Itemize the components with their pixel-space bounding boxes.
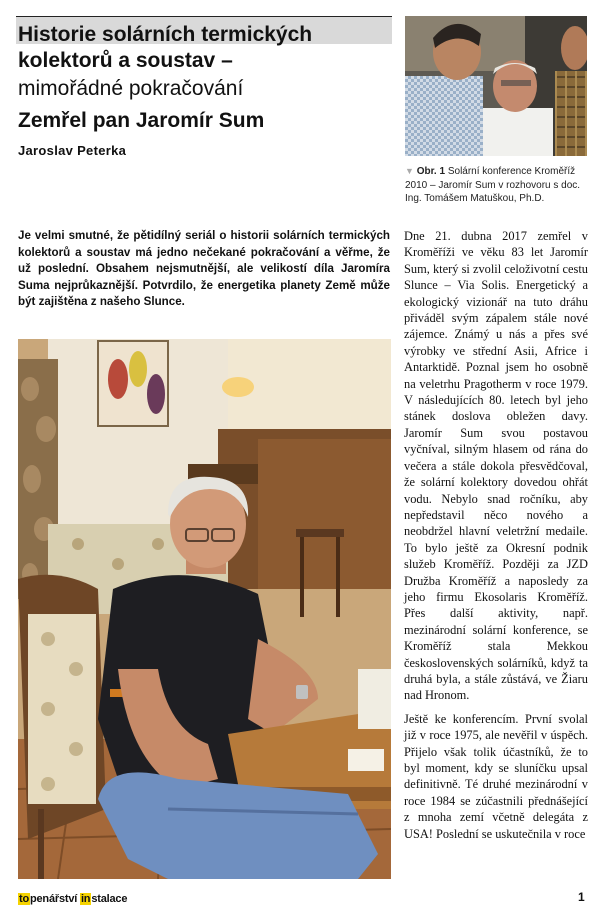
logo-part-2: penářství bbox=[29, 893, 80, 905]
lead-paragraph: Je velmi smutné, že pětidílný seriál o historii solárních termických kolektorů a soustav má jedno nečekané pokračování a věřme, že už poslední. Obsahem nejsmutnější, ale velikostí díla Jaromíra Suma nejprůkaznější. Potvrdilo, že energetika planety Země může být zajištěna z našeho Slunce. bbox=[18, 229, 390, 309]
article-subtitle: mimořádné pokračování bbox=[18, 77, 244, 100]
logo-part-3: in bbox=[80, 893, 91, 905]
photo-caption bbox=[405, 165, 587, 206]
logo-part-1: to bbox=[19, 893, 29, 905]
page-number: 1 bbox=[578, 890, 585, 904]
portrait-photo bbox=[18, 339, 391, 879]
logo-part-4: stalace bbox=[91, 893, 128, 905]
title-top-rule bbox=[16, 16, 392, 17]
caption-text: Solární konference Kroměříž 2010 – Jaromír Sum v rozhovoru s doc. Ing. Tomášem Matuškou, Ph.D. bbox=[405, 166, 581, 204]
magazine-logo bbox=[18, 893, 127, 905]
article-title-line-1: Historie solárních termických bbox=[18, 23, 313, 46]
article-body bbox=[404, 228, 588, 842]
body-paragraph-2: Ještě ke konferencím. První svolal již v roce 1975, ale nevěřil v úspěch. Přijelo však tolik účastníků, že to byl moment, kdy se sluníčku upsal definitivně. Té druhé mezinárodní v roce 1984 se zúčastnili přednášející z mnoha zemí včetně delegáta z USA! Poslední se uskutečnila v roce bbox=[404, 711, 588, 841]
conference-photo bbox=[405, 16, 587, 156]
body-paragraph-1: Dne 21. dubna 2017 zemřel v Kroměříži ve věku 83 let Jaromír Sum, který si zvolil celoživotní cestu Slunce – Via Solis. Energetický a ekologický vizionář na tuto dráhu přiváděl svým zápalem stále nové zájemce. Známý u nás a přes své výrobky ve střední Asii, Africe i Antarktidě. Poznal jsem ho osobně na veletrhu Pragotherm v roce 1979. V následujících 80. letech byl jeho stánek doslova obležen davy. Jaromír Sum svou postavou vyčníval, silným hlasem od rána do večera a stále dokola přesvědčoval, že solární kolektory dovedou ohřát vodu. Nebylo snad ročníku, aby nepředstavil něco nového a neobdržel hlavní veletržní medaile. To bylo ještě za Okresní podnik služeb Kroměříž. Později za JZD Družba Kroměříž a naposledy za jeho firmu Ekosolaris Kroměříž. Přes další aktivity, např. mezinárodní solární konference, se Kroměříž stala Mekkou československých solárníků, když ta druhá byla, a stále zůstává, ve Žiaru nad Hronom. bbox=[404, 229, 588, 703]
caption-label: Obr. 1 bbox=[416, 166, 446, 177]
caption-marker-icon: ▼ bbox=[405, 166, 414, 176]
article-headline: Zemřel pan Jaromír Sum bbox=[18, 109, 265, 132]
article-author: Jaroslav Peterka bbox=[18, 143, 127, 158]
article-title-line-2: kolektorů a soustav – bbox=[18, 49, 233, 72]
